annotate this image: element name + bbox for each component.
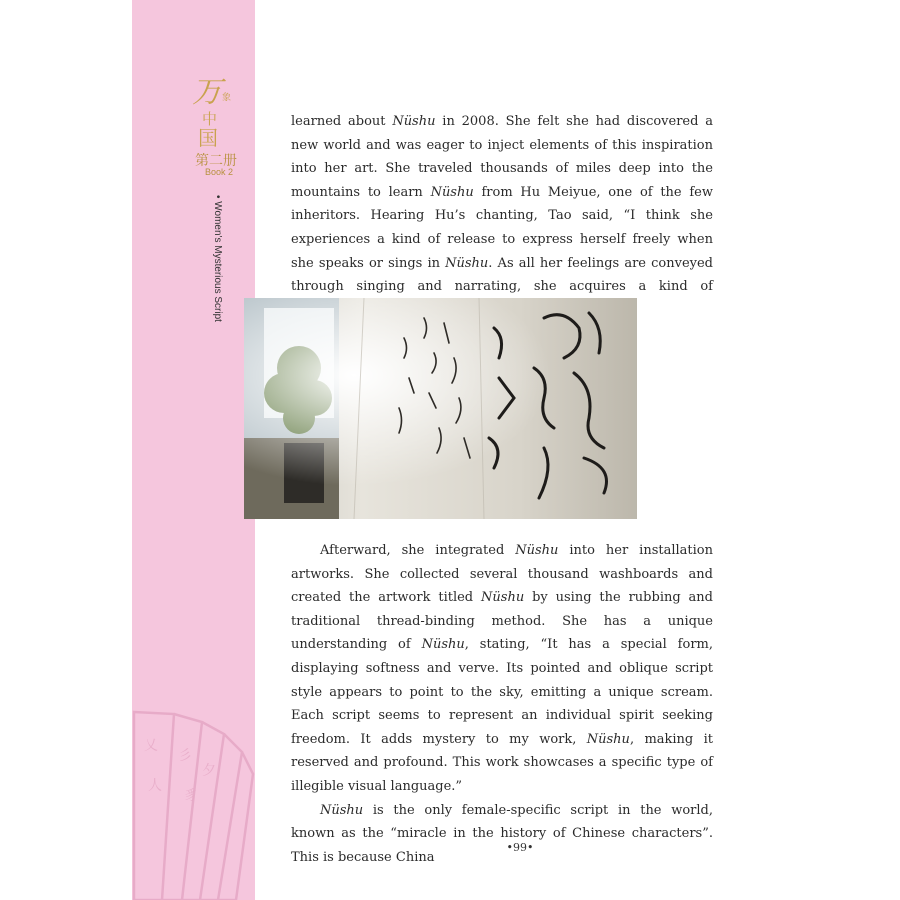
logo-char-guo: 国 [198, 126, 218, 150]
page-number: •99• [506, 841, 534, 854]
logo-char-zhong: 中 [202, 110, 218, 128]
svg-text:乂: 乂 [144, 738, 158, 754]
svg-text:夕: 夕 [202, 763, 216, 779]
chapter-title: • Women's Mysterious Script [212, 195, 223, 322]
paragraph-2-block [291, 539, 713, 869]
paragraph-1 [291, 110, 713, 322]
book-number-cn: 第二册 [195, 153, 237, 169]
logo-char-wan: 万 [192, 75, 222, 110]
svg-text:人: 人 [148, 778, 162, 794]
book-number-en: Book 2 [205, 167, 234, 177]
svg-text:豸: 豸 [184, 788, 198, 804]
paragraph-3: Nüshu is the only female-specific script in the world, known as the “miracle in the history of Chinese characters”. This is because China [291, 802, 713, 865]
svg-text:彡: 彡 [178, 748, 192, 764]
paragraph-2: Afterward, she integrated Nüshu into her installation artworks. She collected several thousand washboards and created the artwork titled Nüshu by using the rubbing and traditional thread-binding method. She has a unique understanding of Nüshu, stating, “It has a special form, displaying softness and verve. Its pointed and oblique script style appears to point to the sky, emitting a unique scream. Each script seems to represent an individual spirit seeking freedom. It adds mystery to my work, Nüshu, making it reserved and profound. This work showcases a specific type of illegible visual language.” [291, 543, 714, 794]
fan-decoration-icon [132, 700, 255, 900]
paragraph-1-text: learned about Nüshu in 2008. She felt she had discovered a new world and was eager to inject elements of this inspiration into her art. She traveled thousands of miles deep into the mountains to learn Nüshu from Hu Meiyue, one of the few inheritors. Hearing Hu’s chanting, Tao said, “I think she experiences a kind of release to express herself freely when she speaks or sings in Nüshu. As all her feelings are conveyed through singing and narrating, she acquires a kind of [291, 114, 714, 295]
calligraphy-photo [244, 298, 637, 519]
logo-char-xiang: 象 [220, 92, 230, 101]
